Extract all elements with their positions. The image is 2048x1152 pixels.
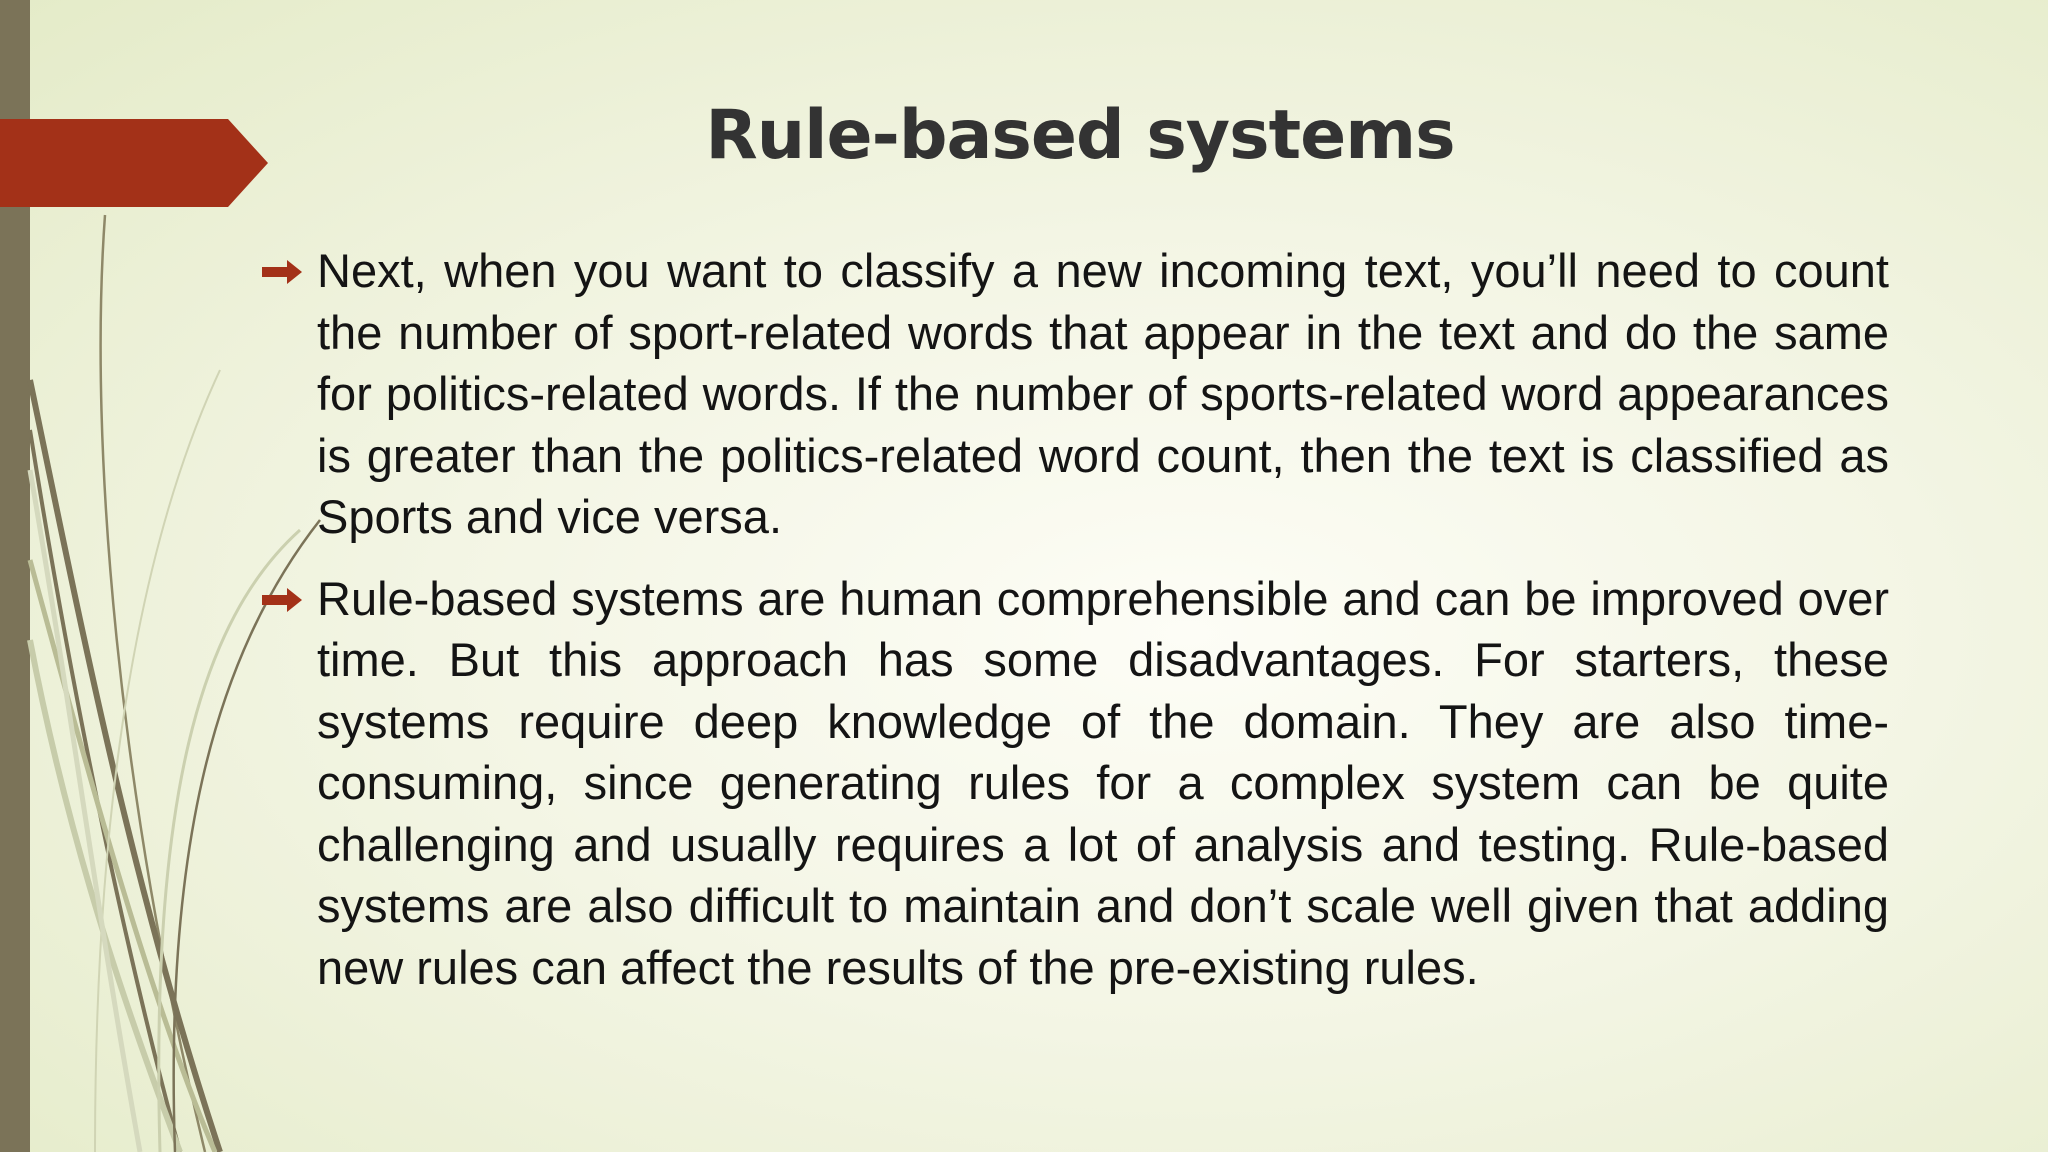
bullet-item-2 bbox=[317, 568, 1889, 999]
bullet-text-2: Rule-based systems are human comprehensible and can be improved over time. But this approach has some disadvantages. For starters, these systems require deep knowledge of the domain. They are also time-consuming, since generating rules for a complex system can be quite challenging and usually requires a lot of analysis and testing. Rule-based systems are also difficult to maintain and don’t scale well given that adding new rules can affect the results of the pre-existing rules. bbox=[317, 571, 1889, 994]
arrow-bullet-icon bbox=[262, 260, 302, 284]
bullet-list bbox=[317, 240, 1889, 1018]
bullet-item-1 bbox=[317, 240, 1889, 548]
accent-arrow-shape bbox=[0, 119, 270, 207]
slide-title: Rule-based systems bbox=[705, 96, 1455, 175]
arrow-bullet-icon bbox=[262, 588, 302, 612]
bullet-text-1: Next, when you want to classify a new incoming text, you’ll need to count the number of sport-related words that appear in the text and do the same for politics-related words. If the number of sports-related word appearances is greater than the politics-related word count, then the text is classified as Sports and vice versa. bbox=[317, 244, 1889, 543]
